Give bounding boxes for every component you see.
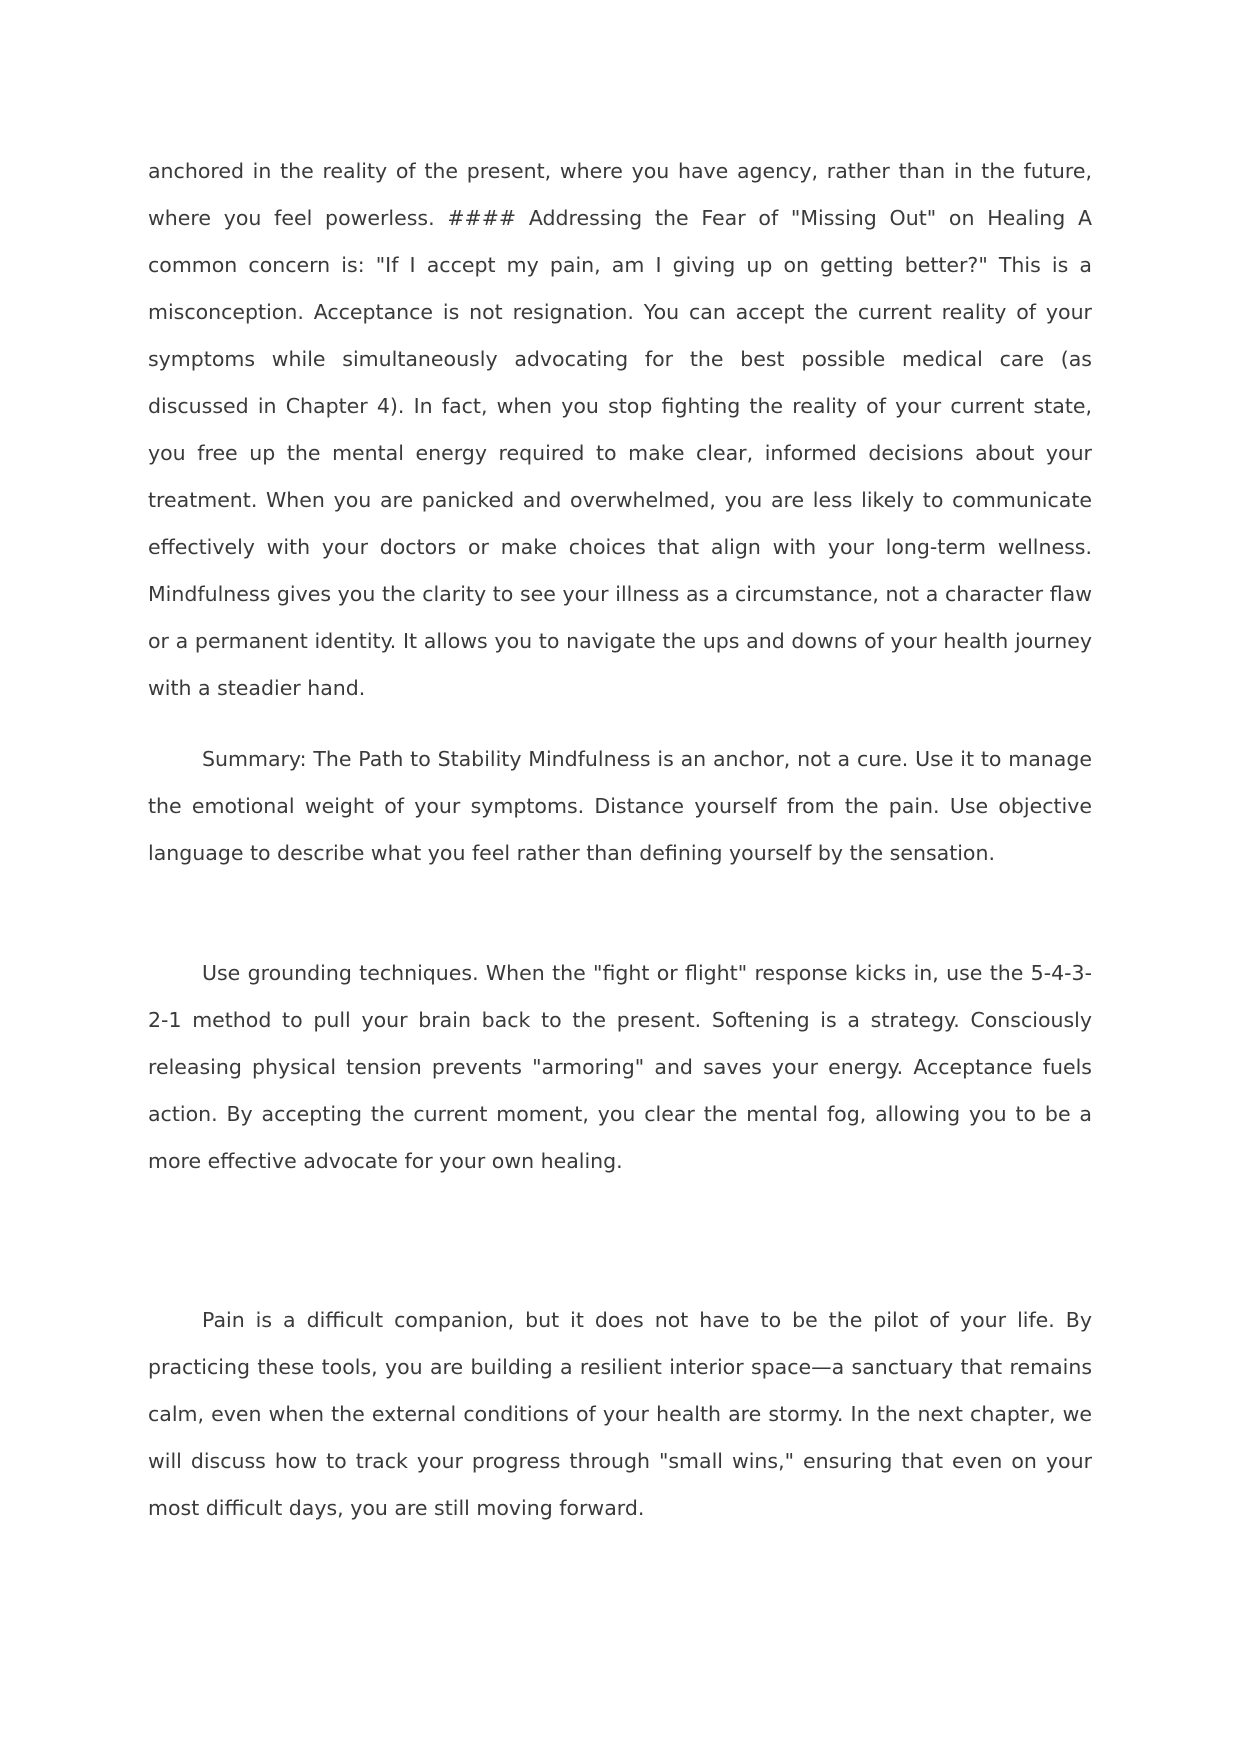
- closing-paragraph: Pain is a difficult companion, but it does not have to be the pilot of your life. By practicing these tools, you are building a resilient interior space—a sanctuary that remains calm, even when the external conditions of your health are stormy. In the next chapter, we will discuss how to track your progress through "small wins," ensuring that even on your most difficult days, you are still moving forward.: [148, 1308, 1092, 1520]
- body-paragraph: anchored in the reality of the present, where you have agency, rather than in the future, where you feel powerless. #### Addressing the Fear of "Missing Out" on Healing A common concern is: "If I accept my pain, am I giving up on getting better?" This is a misconception. Acceptance is not resignation. You can accept the current reality of your symptoms while simultaneously advocating for the best possible medical care (as discussed in Chapter 4). In fact, when you stop fighting the reality of your current state, you free up the mental energy required to make clear, informed decisions about your treatment. When you are panicked and overwhelmed, you are less likely to communicate effectively with your doctors or make choices that align with your long-term wellness. Mindfulness gives you the clarity to see your illness as a circumstance, not a character flaw or a permanent identity. It allows you to navigate the ups and downs of your health journey with a steadier hand.: [148, 159, 1092, 700]
- body-paragraph: Use grounding techniques. When the "fight or flight" response kicks in, use the 5-4-3-2-1 method to pull your brain back to the present. Softening is a strategy. Consciously releasing physical tension prevents "armoring" and saves your energy. Acceptance fuels action. By accepting the current moment, you clear the mental fog, allowing you to be a more effective advocate for your own healing.: [148, 961, 1092, 1173]
- summary-paragraph: Summary: The Path to Stability Mindfulness is an anchor, not a cure. Use it to manage the emotional weight of your symptoms. Distance yourself from the pain. Use objective language to describe what you feel rather than defining yourself by the sensation.: [148, 747, 1092, 865]
